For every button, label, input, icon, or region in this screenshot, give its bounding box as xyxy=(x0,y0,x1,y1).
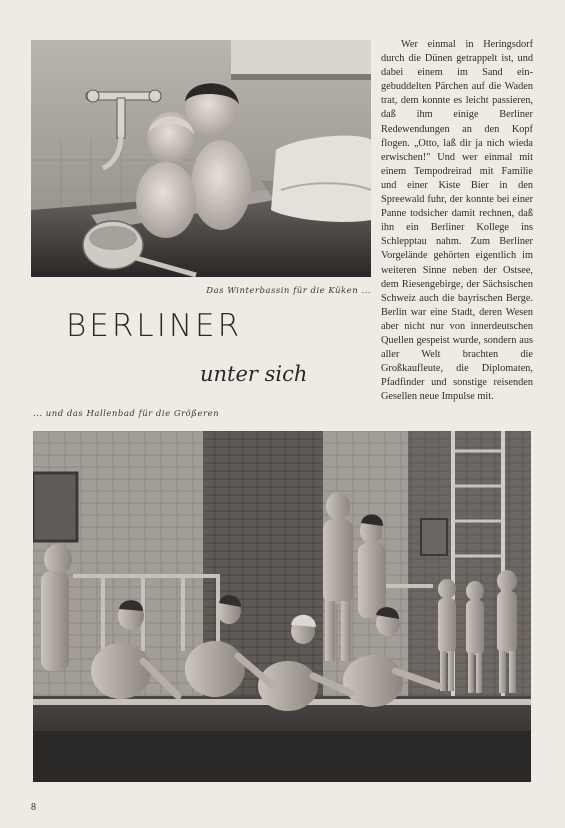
article-subheadline: unter sich xyxy=(200,362,308,386)
article-body-text: Wer einmal in Heringsdorf durch die Dünen getrappelt ist, und dabei einem im Sand eingebuddelten Pärchen auf die Waden trat, dem konnte es leicht passieren, daß ihm einige Berliner Redewendungen an den Kopf flogen. „Otto, laß dir ja nich wieda erwischen!" Und wer einmal mit einem Tempodreirad mit Familie und einer Kiste Bier in den Spreewald fuhr, der konnte bei einer Panne todsicher damit rechnen, daß ihn ein Berliner Kollege ins Schlepptau nahm. Zum Berliner Vorgelände gehörten eigentlich im weiteren Sinne neben der Ostsee, dem Riesengebirge, der Sächsischen Schweiz auch die bayrischen Berge. Berlin war eine Stadt, deren Wesen aber nicht nur von innerdeutschen Quellen gespeist wurde, sondern aus aller Welt brachten die Großkaufleute, die Diplomaten, Pfadfinder und sonstige reisenden Gesellen neue Impulse mit. xyxy=(381,39,533,403)
pool-photo-caption: ... und das Hallenbad für die Größeren xyxy=(33,409,220,419)
swimming-pool-photo xyxy=(33,431,531,782)
page-number: 8 xyxy=(31,802,36,813)
bathtub-photo-caption: Das Winterbassin für die Küken ... xyxy=(206,286,371,296)
article-headline: BERLINER xyxy=(66,308,243,344)
bathtub-photo xyxy=(31,40,371,277)
